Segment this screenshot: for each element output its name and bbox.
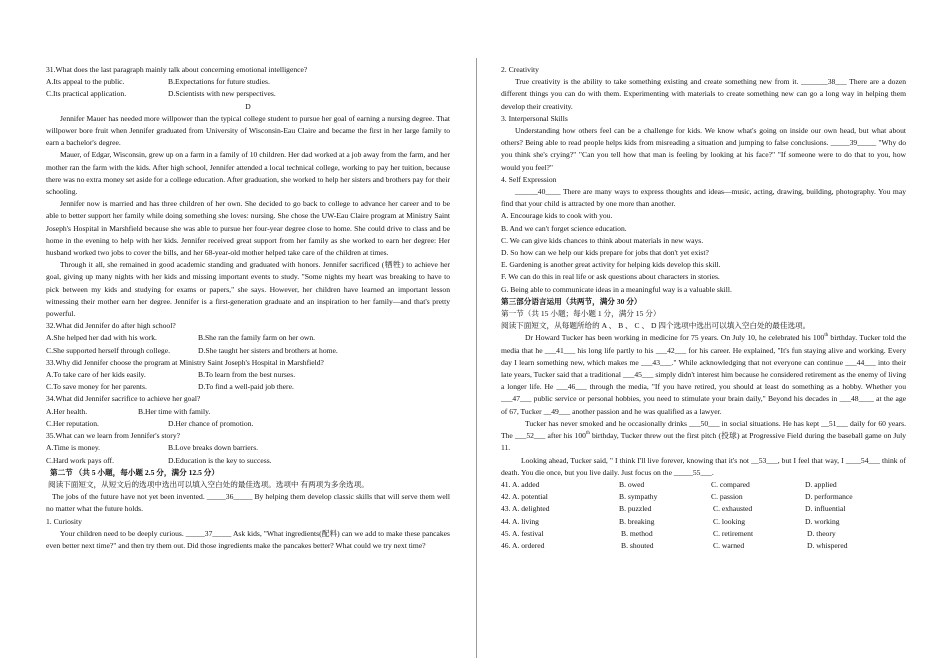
column-divider (476, 58, 477, 658)
option-a: 43. A. delighted (501, 504, 550, 514)
option-c: C. exhausted (713, 504, 753, 514)
option-a: A.Her health. (46, 406, 88, 416)
cloze-paragraph (501, 418, 906, 455)
cloze-paragraph: Looking ahead, Tucker said, " I think I'll live forever, knowing that it's not __53___, but I feel that way, I ____54___ think of death. You die once, but you live daily. Just focus on the _____55___. (501, 455, 906, 477)
option-row-42 (501, 491, 906, 503)
question-31-options-row2 (46, 88, 450, 100)
option-d: D. working (805, 516, 840, 526)
heading-curiosity: 1. Curiosity (46, 516, 82, 526)
choice-e: E. Gardening is another great activity for helping kids develop this skill. (501, 260, 721, 270)
cloze-text: birthday. Tucker told the media that he ___41___ his long life partly to his ___42___ for his career. He explained, "It's fun staying alive and working. Every day I learn something new, which makes me ___43___." While acknowledging that not everyone can continue ___44___ into their late years, Tucker said that a traditional ___45___ simply didn't interest him because he considered retirement as the enemy of living a longer life. He ___46___ through the media, "If you have retired, you should at least do something as a hobby. Whether you ___47___ public service or personal hobbies, you need to stimulate your brain daily," Beyond his decades in ___48____ at the age of 67, Tucker __49___ another passion and he was qualified as a lawyer. (501, 333, 906, 416)
passage-paragraph: Your children need to be deeply curious. _____37_____ Ask kids, "What ingredients(配料) can we add to make these pancakes even better next time?" and then try them out. Did those ingredients make the pancakes better? What could we try next time? (46, 528, 450, 550)
option-a: 41. A. added (501, 479, 540, 489)
option-a: 42. A. potential (501, 492, 548, 502)
right-column (501, 64, 906, 552)
cloze-paragraph (501, 332, 906, 417)
question-32: 32.What did Jennifer do after high school? (46, 321, 176, 331)
question-34-options-row2 (46, 418, 450, 430)
option-c: C. retirement (713, 528, 754, 538)
question-35-options-row1 (46, 442, 450, 454)
option-d: D.Scientists with new perspectives. (168, 89, 276, 99)
option-row-45 (501, 528, 906, 540)
choice-g: G. Being able to communicate ideas in a meaningful way is a valuable skill. (501, 284, 732, 294)
choice-f: F. We can do this in real life or ask questions about characters in stories. (501, 272, 720, 282)
section-1-instructions: 阅读下面短文，从每题所给的 A 、 B 、 C 、 D 四个选项中选出可以填入空白处的最佳选项。 (501, 321, 811, 331)
question-33: 33.Why did Jennifer choose the program at Ministry Saint Joseph's Hospital in Marshfield? (46, 357, 324, 367)
question-33-options-row1 (46, 369, 450, 381)
choice-d: D. So how can we help our kids prepare for jobs that don't yet exist? (501, 248, 709, 258)
section-1-title: 第一节（共 15 小题；每小题 1 分，满分 15 分） (501, 309, 661, 319)
option-d: D. influential (805, 504, 846, 514)
option-c: C. warned (713, 540, 745, 550)
part-3-title: 第三部分语言运用（共两节，满分 30 分） (501, 296, 642, 306)
cloze-text: birthday, Tucker threw out the first pitch (投球) at Progressive Field during the baseball game on July 11. (501, 431, 907, 453)
section-2-title: 第二节 （共 5 小题，每小题 2.5 分，满分 12.5 分） (50, 467, 219, 477)
option-b: B. owed (619, 479, 645, 489)
passage-intro: The jobs of the future have not yet been invented. _____36_____ By helping them develop classic skills that will serve them well no matter what the future holds. (46, 492, 450, 514)
option-b: B. puzzled (619, 504, 652, 514)
question-35: 35.What can we learn from Jennifer's story? (46, 431, 180, 441)
option-c: C.Hard work pays off. (46, 455, 114, 465)
option-d: D.Her chance of promotion. (168, 418, 254, 428)
option-row-46 (501, 540, 906, 552)
question-31-options-row1 (46, 76, 450, 88)
option-c: C. passion (711, 492, 743, 502)
option-d: D. theory (807, 528, 836, 538)
option-d: D. applied (805, 479, 837, 489)
passage-paragraph: Jennifer now is married and has three children of her own. She decided to go back to college to advance her career and to be able to better support her family while doing something she loves: nursing. She chose the UW-Eau Claire program at Ministry Saint Joseph's Hospital in Marshfield because she was able to pursue her four-year degree close to home. She could drive to class and be home in the evening to help with her kids. Jennifer received great support from her family as she worked to earn her degree: Her husband worked two jobs to cover the bills, and her 68-year-old mother helped take care of the children at times. (46, 199, 450, 258)
option-b: B.Her time with family. (138, 406, 211, 416)
passage-paragraph: Jennifer Mauer has needed more willpower than the typical college student to pursue her goal of earning a nursing degree. That willpower bore fruit when Jennifer graduated from University of Wisconsin-Eau Claire and became the first in her large family to earn a bachelor's degree. (46, 113, 450, 148)
heading-self-expression: 4. Self Expression (501, 174, 557, 184)
option-b: B. breaking (619, 516, 655, 526)
option-b: B.Love breaks down barriers. (168, 443, 259, 453)
option-d: D.Education is the key to success. (168, 455, 272, 465)
option-row-41 (501, 479, 906, 491)
superscript: th (824, 333, 829, 339)
superscript: th (585, 431, 590, 437)
question-32-options-row2 (46, 345, 450, 357)
option-a: 44. A. living (501, 516, 539, 526)
option-b: B. shouted (621, 540, 654, 550)
question-35-options-row2 (46, 455, 450, 467)
option-a: A.She helped her dad with his work. (46, 333, 157, 343)
question-34-options-row1 (46, 406, 450, 418)
option-b: B. sympathy (619, 492, 658, 502)
option-row-44 (501, 516, 906, 528)
question-31: 31.What does the last paragraph mainly talk about concerning emotional intelligence? (46, 65, 308, 74)
passage-paragraph: ______40____ There are many ways to express thoughts and ideas—music, acting, drawing, building, photography. You may find that your child is attracted by one more than another. (501, 187, 906, 209)
option-c: C. looking (713, 516, 746, 526)
passage-d-heading: D (245, 101, 251, 111)
option-c: C.To save money for her parents. (46, 382, 147, 392)
option-c: C.Its practical application. (46, 89, 127, 99)
option-b: B. method (621, 528, 653, 538)
choice-b: B. And we can't forget science education. (501, 223, 627, 233)
option-b: B.She ran the family farm on her own. (198, 333, 316, 343)
option-row-43 (501, 503, 906, 515)
option-b: B.To learn from the best nurses. (198, 370, 296, 380)
choice-a: A. Encourage kids to cook with you. (501, 211, 613, 221)
option-a: A.Time is money. (46, 443, 101, 453)
cloze-text: Dr Howard Tucker has been working in medicine for 75 years. On July 10, he celebrated his 100 (525, 333, 825, 343)
heading-creativity: 2. Creativity (501, 65, 539, 74)
option-d: D. performance (805, 492, 853, 502)
choice-c: C. We can give kids chances to think about materials in new ways. (501, 235, 704, 245)
option-c: C.She supported herself through college. (46, 345, 171, 355)
passage-paragraph: True creativity is the ability to take something existing and create something new from it. _______38___ There are a dozen different things you can do with them. Experimenting with materials to create something new can go a long way in helping them develop their creativity. (501, 77, 906, 111)
option-a: A.To take care of her kids easily. (46, 370, 146, 380)
option-a: A.Its appeal to the public. (46, 77, 125, 87)
option-b: B.Expectations for future studies. (168, 77, 270, 87)
option-d: D.To find a well-paid job there. (198, 382, 294, 392)
cloze-text: Tucker has never smoked and he occasionally drinks ___50___ in social situations. He has kept __51___ daily for 60 years. The ___52___ after his 100 (501, 418, 906, 441)
option-d: D.She taught her sisters and brothers at home. (198, 345, 338, 355)
left-column (46, 64, 450, 552)
passage-paragraph: Understanding how others feel can be a challenge for kids. We know what's going on inside our own head, but what about others? Being able to read people helps kids from misreading a situation and jumping to false conclusions. _____39_____ "Why do you think she's crying?" "Can you tell how that man is feeling by looking at his face?" "If someone were to do that to you, how would you feel?" (501, 126, 906, 172)
option-a: 46. A. ordered (501, 540, 545, 550)
option-a: 45. A. festival (501, 528, 544, 538)
section-2-instructions: 阅读下面短文，从短文后的选项中选出可以填入空白处的最佳选项。选项中 有两项为多余选项。 (48, 479, 369, 489)
option-c: C.Her reputation. (46, 418, 99, 428)
heading-interpersonal: 3. Interpersonal Skills (501, 113, 568, 123)
passage-paragraph: Through it all, she remained in good academic standing and graduated with honors. Jennifer sacrificed (牺牲) to achieve her goal, giving up many nights with her kids and missing important events to study. "Some nights my heart was breaking to have to pick between my kids and studying for exams or papers," she says. However, her children have learned an important lesson witnessing their mother earn her degree. Jennifer is a first-generation graduate and an inspiration to her family—and that's pretty powerful. (46, 260, 450, 319)
question-32-options-row1 (46, 332, 450, 344)
passage-paragraph: Mauer, of Edgar, Wisconsin, grew up on a farm in a family of 10 children. Her dad worked at a job away from the farm, and her mother ran the farm with the kids. After high school, Jennifer attended a local technical college, working to pay her tuition, because there was no extra money set aside for a college education. After graduation, she worked to help her sisters and brothers pay for their schooling. (46, 150, 450, 197)
question-33-options-row2 (46, 381, 450, 393)
option-d: D. whispered (807, 540, 848, 550)
question-34: 34.What did Jennifer sacrifice to achieve her goal? (46, 394, 201, 404)
option-c: C. compared (711, 479, 750, 489)
